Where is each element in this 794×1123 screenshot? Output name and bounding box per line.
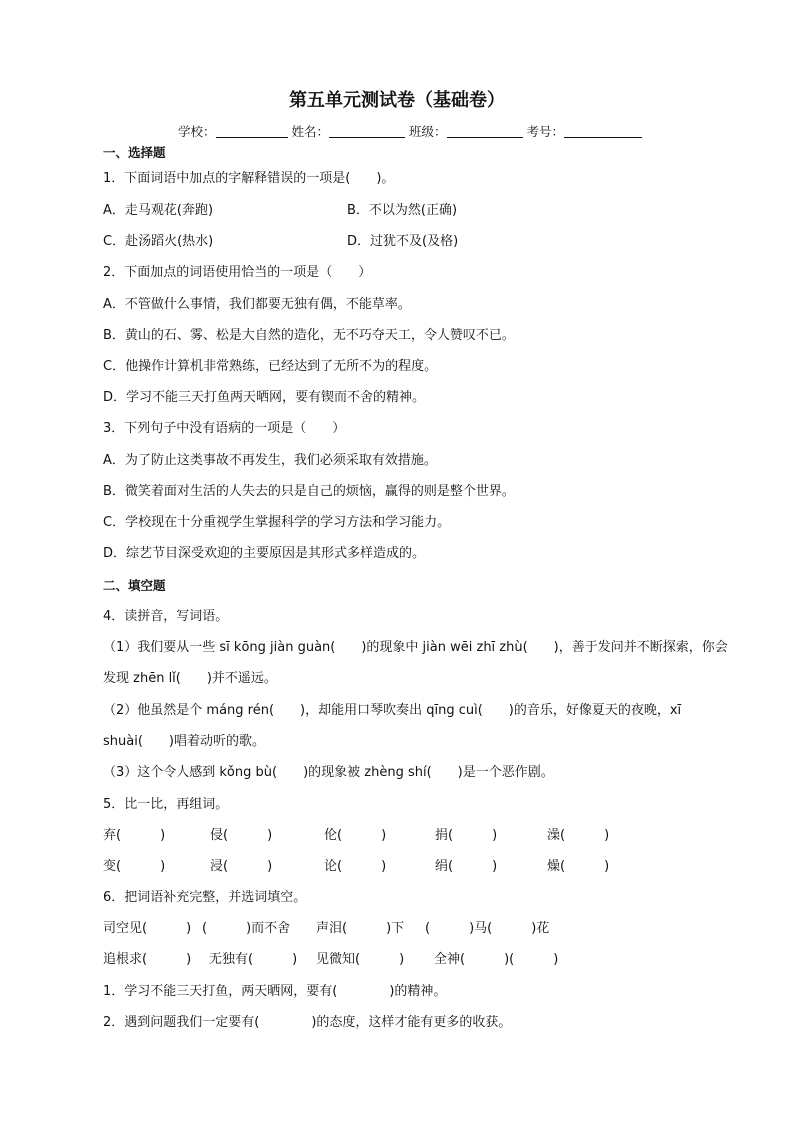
question-3-option-d: D．综艺节目深受欢迎的主要原因是其形式多样造成的。 [103, 546, 426, 561]
question-4-part-3: （3）这个令人感到 kǒng bù( )的现象被 zhèng shí( )是一个恶作剧。 [103, 765, 554, 780]
q5-word-8: 论( ) [324, 859, 387, 874]
question-1-option-a: A．走马观花(奔跑) [103, 203, 214, 218]
q5-word-6: 变( ) [103, 859, 166, 874]
q6-idiom-5: 追根求( ) [103, 952, 192, 967]
exam-number-label: 考号： [526, 124, 565, 139]
class-blank[interactable] [447, 123, 523, 138]
question-4-part-2-line-1: （2）他虽然是个 máng rén( )，却能用口琴吹奏出 qīng cuì( )的音乐，好像夏天的夜晚，xī [103, 703, 682, 718]
name-label: 姓名： [291, 124, 330, 139]
question-1-option-d: D．过犹不及(及格) [347, 234, 459, 249]
q6-idiom-3: 声泪( )下 [316, 921, 405, 936]
name-blank[interactable] [329, 123, 405, 138]
question-2-option-b: B．黄山的石、雾、松是大自然的造化，无不巧夺天工，令人赞叹不已。 [103, 328, 515, 343]
q6-idiom-8: 全神( )( ) [434, 952, 559, 967]
question-3-option-c: C．学校现在十分重视学生掌握科学的学习方法和学习能力。 [103, 515, 451, 530]
student-info-row [178, 123, 642, 141]
school-blank[interactable] [216, 123, 288, 138]
q6-idiom-1: 司空见( ) [103, 921, 192, 936]
question-5-stem: 5．比一比，再组词。 [103, 797, 229, 812]
q5-word-4: 捐( ) [435, 828, 498, 843]
q6-idiom-2: ( )而不舍 [202, 921, 291, 936]
section-choice-heading: 一、选择题 [103, 145, 166, 160]
question-2-option-a: A．不管做什么事情，我们都要无独有偶，不能草率。 [103, 297, 411, 312]
q6-idiom-4: ( )马( )花 [425, 921, 550, 936]
question-1-option-b: B．不以为然(正确) [347, 203, 458, 218]
q5-word-1: 弃( ) [103, 828, 166, 843]
page-title: 第五单元测试卷（基础卷） [289, 90, 505, 111]
question-6-sentence-1: 1．学习不能三天打鱼，两天晒网，要有( )的精神。 [103, 984, 447, 999]
question-2-option-d: D．学习不能三天打鱼两天晒网，要有锲而不舍的精神。 [103, 390, 426, 405]
question-3-stem: 3．下列句子中没有语病的一项是（ ） [103, 421, 346, 436]
school-label: 学校： [178, 124, 216, 139]
question-6-sentence-2: 2．遇到问题我们一定要有( )的态度，这样才能有更多的收获。 [103, 1015, 512, 1030]
q5-word-7: 浸( ) [210, 859, 273, 874]
q5-word-3: 伦( ) [324, 828, 387, 843]
q6-idiom-6: 无独有( ) [209, 952, 298, 967]
question-2-stem: 2．下面加点的词语使用恰当的一项是（ ） [103, 265, 372, 280]
question-6-stem: 6．把词语补充完整，并选词填空。 [103, 890, 307, 905]
q5-word-2: 侵( ) [210, 828, 273, 843]
question-3-option-b: B．微笑着面对生活的人失去的只是自己的烦恼，赢得的则是整个世界。 [103, 484, 515, 499]
question-1-option-c: C．赴汤蹈火(热水) [103, 234, 214, 249]
q5-word-10: 燥( ) [547, 859, 610, 874]
q5-word-9: 绢( ) [435, 859, 498, 874]
question-4-part-1-line-1: （1）我们要从一些 sī kōng jiàn guàn( )的现象中 jiàn wēi zhī zhù( )，善于发问并不断探索，你会 [103, 640, 728, 655]
question-2-option-c: C．他操作计算机非常熟练，已经达到了无所不为的程度。 [103, 359, 438, 374]
question-4-stem: 4．读拼音，写词语。 [103, 609, 229, 624]
question-4-part-2-line-2: shuài( )唱着动听的歌。 [103, 734, 265, 749]
class-label: 班级： [409, 124, 447, 139]
question-3-option-a: A．为了防止这类事故不再发生，我们必须采取有效措施。 [103, 453, 437, 468]
question-4-part-1-line-2: 发现 zhēn lǐ( )并不遥远。 [103, 671, 277, 686]
exam-number-blank[interactable] [564, 123, 642, 138]
q6-idiom-7: 见微知( ) [316, 952, 405, 967]
question-1-stem: 1．下面词语中加点的字解释错误的一项是( )。 [103, 171, 395, 186]
q5-word-5: 澡( ) [547, 828, 610, 843]
section-fill-heading: 二、填空题 [103, 578, 166, 593]
